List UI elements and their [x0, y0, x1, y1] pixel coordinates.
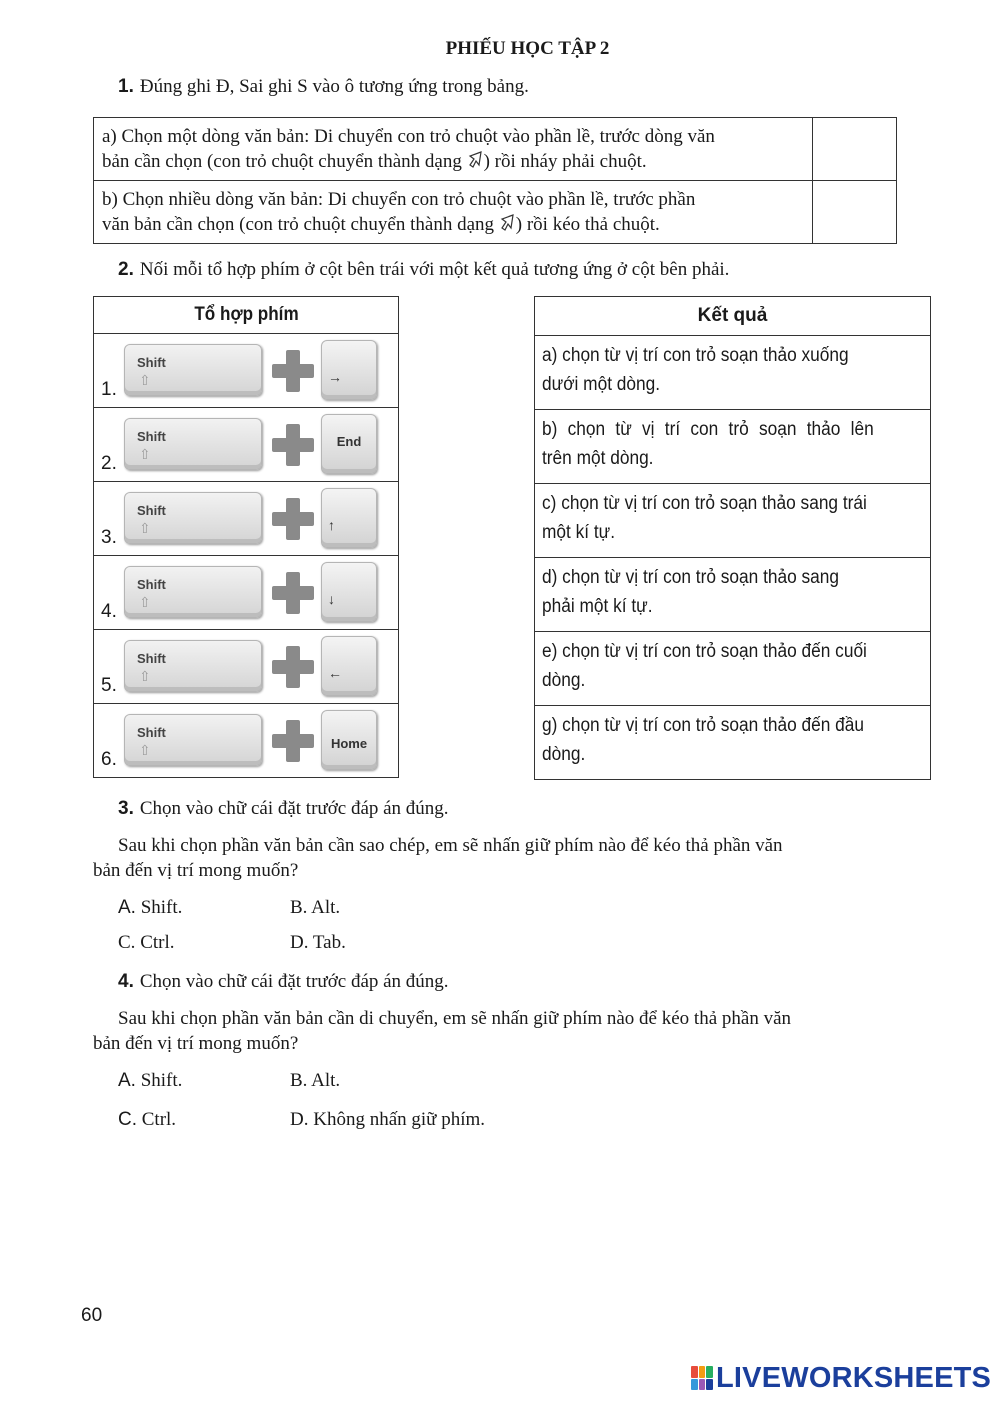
home-key — [321, 710, 377, 770]
shift-arrow-icon: ⇧ — [139, 744, 151, 759]
shift-key — [124, 566, 262, 618]
key-label: → — [328, 369, 342, 385]
left-arrow-key — [321, 636, 377, 696]
q1-number: 1. — [118, 76, 134, 97]
q3-question-line2: bản đến vị trí mong muốn? — [93, 860, 299, 881]
shift-arrow-icon: ⇧ — [139, 670, 151, 685]
end-key — [321, 414, 377, 474]
shift-arrow-icon: ⇧ — [139, 596, 151, 611]
result-e-line1: e) chọn từ vị trí con trỏ soạn thảo đến cuối — [542, 641, 867, 662]
shift-arrow-icon: ⇧ — [139, 374, 151, 389]
shift-key — [124, 492, 262, 544]
q1-prompt-text: Đúng ghi Đ, Sai ghi S vào ô tương ứng trong bảng. — [139, 76, 529, 97]
q1-a-line2-before: bản cần chọn (con trỏ chuột chuyển thành dạng — [102, 151, 467, 172]
mouse-cursor-icon — [499, 214, 516, 233]
result-c-line1: c) chọn từ vị trí con trỏ soạn thảo sang trái — [542, 493, 867, 514]
q3-question — [93, 833, 913, 883]
result-b-line2: trên một dòng. — [542, 448, 654, 469]
q1-row-b — [94, 181, 897, 244]
result-a-line1: a) chọn từ vị trí con trỏ soạn thảo xuống — [542, 345, 849, 366]
right-arrow-key — [321, 340, 377, 400]
plus-icon — [272, 572, 314, 614]
option-letter: D. — [290, 1109, 309, 1130]
option-letter: C. — [118, 1109, 137, 1130]
liveworksheets-logo[interactable] — [691, 1363, 991, 1393]
q3-prompt — [118, 798, 449, 820]
key-combo-row-3[interactable] — [94, 482, 399, 556]
shift-key-label: Shift — [137, 577, 166, 592]
result-c-line2: một kí tự. — [542, 522, 616, 543]
shift-key-label: Shift — [137, 503, 166, 518]
result-e[interactable] — [535, 632, 931, 706]
option-text: Shift. — [135, 897, 183, 918]
result-b-line1: b) chọn từ vị trí con trỏ soạn thảo lên — [542, 419, 874, 440]
q3-option-b[interactable] — [290, 897, 340, 919]
logo-square — [706, 1379, 713, 1391]
result-d-line1: d) chọn từ vị trí con trỏ soạn thảo sang — [542, 567, 840, 588]
q3-prompt-text: Chọn vào chữ cái đặt trước đáp án đúng. — [139, 798, 449, 819]
page-number: 60 — [81, 1305, 103, 1326]
shift-key — [124, 714, 262, 766]
results-header: Kết quả — [535, 297, 931, 336]
q4-prompt-text: Chọn vào chữ cái đặt trước đáp án đúng. — [139, 971, 449, 992]
option-letter: B. — [290, 897, 308, 918]
key-combo-row-6[interactable] — [94, 704, 399, 778]
logo-square — [691, 1366, 698, 1378]
combo-number: 5. — [101, 675, 117, 696]
q1-answer-box-b[interactable] — [813, 181, 897, 244]
q1-table — [93, 117, 897, 244]
q3-number: 3. — [118, 798, 134, 819]
q4-option-c[interactable] — [118, 1109, 176, 1131]
key-combo-table — [93, 296, 399, 778]
logo-square — [706, 1366, 713, 1378]
option-letter: D. — [290, 932, 309, 953]
q1-prompt — [118, 76, 529, 98]
option-letter: C. — [118, 932, 136, 953]
result-d-line2: phải một kí tự. — [542, 596, 653, 617]
combo-number: 3. — [101, 527, 117, 548]
key-label: ↓ — [328, 591, 335, 607]
q1-answer-box-a[interactable] — [813, 118, 897, 181]
q2-number: 2. — [118, 259, 134, 280]
key-combo-header: Tổ hợp phím — [109, 297, 384, 334]
q3-question-line1: Sau khi chọn phần văn bản cần sao chép, em sẽ nhấn giữ phím nào để kéo thả phần văn — [118, 835, 783, 856]
q1-statement-b — [94, 181, 813, 244]
q2-prompt-text: Nối mỗi tổ hợp phím ở cột bên trái với một kết quả tương ứng ở cột bên phải. — [139, 259, 730, 280]
q4-question — [93, 1006, 923, 1056]
result-g-line1: g) chọn từ vị trí con trỏ soạn thảo đến đầu — [542, 715, 865, 736]
option-text: Shift. — [135, 1070, 183, 1091]
option-text: Không nhấn giữ phím. — [308, 1109, 486, 1130]
logo-square — [699, 1379, 706, 1391]
key-combo-row-4[interactable] — [94, 556, 399, 630]
option-text: Tab. — [308, 932, 346, 953]
q2-prompt — [118, 259, 729, 281]
q1-b-line2-before: văn bản cần chọn (con trỏ chuột chuyển thành dạng — [102, 214, 499, 235]
result-c[interactable] — [535, 484, 931, 558]
option-text: Alt. — [307, 1070, 341, 1091]
combo-number: 4. — [101, 601, 117, 622]
combo-number: 2. — [101, 453, 117, 474]
combo-number: 6. — [101, 749, 117, 770]
plus-icon — [272, 424, 314, 466]
key-label: Home — [330, 736, 368, 751]
q4-question-line1: Sau khi chọn phần văn bản cần di chuyển, em sẽ nhấn giữ phím nào để kéo thả phần văn — [118, 1008, 792, 1029]
q1-a-line1: a) Chọn một dòng văn bản: Di chuyển con trỏ chuột vào phần lề, trước dòng văn — [102, 126, 715, 147]
q3-option-a[interactable] — [118, 897, 182, 919]
down-arrow-key — [321, 562, 377, 622]
shift-key — [124, 640, 262, 692]
plus-icon — [272, 498, 314, 540]
page-title: PHIẾU HỌC TẬP 2 — [445, 38, 610, 59]
result-b[interactable] — [535, 410, 931, 484]
shift-key-label: Shift — [137, 429, 166, 444]
q1-b-line2-after: ) rồi kéo thả chuột. — [515, 214, 660, 235]
plus-icon — [272, 646, 314, 688]
key-combo-row-5[interactable] — [94, 630, 399, 704]
shift-key — [124, 344, 262, 396]
combo-number: 1. — [101, 379, 117, 400]
result-a-line2: dưới một dòng. — [542, 374, 661, 395]
key-label: ↑ — [328, 517, 335, 533]
mouse-cursor-icon — [467, 151, 484, 170]
key-label: ← — [328, 665, 342, 681]
shift-key-label: Shift — [137, 355, 166, 370]
logo-text: LIVEWORKSHEETS — [716, 1361, 992, 1394]
plus-icon — [272, 350, 314, 392]
q1-statement-a — [94, 118, 813, 181]
result-d[interactable] — [535, 558, 931, 632]
up-arrow-key — [321, 488, 377, 548]
shift-key — [124, 418, 262, 470]
result-e-line2: dòng. — [542, 670, 586, 691]
option-text: Alt. — [307, 897, 341, 918]
q1-row-a — [94, 118, 897, 181]
q4-prompt — [118, 971, 449, 993]
key-combo-row-1[interactable] — [94, 334, 399, 408]
shift-arrow-icon: ⇧ — [139, 448, 151, 463]
option-letter: A. — [118, 897, 136, 918]
result-g-line2: dòng. — [542, 744, 586, 765]
q4-option-b[interactable] — [290, 1070, 340, 1092]
logo-mark-icon — [691, 1366, 713, 1390]
option-letter: B. — [290, 1070, 308, 1091]
result-a[interactable] — [535, 336, 931, 410]
option-text: Ctrl. — [135, 932, 175, 953]
shift-key-label: Shift — [137, 725, 166, 740]
key-label: End — [336, 434, 362, 449]
option-letter: A. — [118, 1070, 136, 1091]
q1-b-line1: b) Chọn nhiều dòng văn bản: Di chuyển con trỏ chuột vào phần lề, trước phần — [102, 189, 696, 210]
q3-option-c[interactable] — [118, 932, 175, 954]
q1-a-line2-after: ) rồi nháy phải chuột. — [483, 151, 647, 172]
q4-option-d[interactable] — [290, 1109, 485, 1131]
key-combo-row-2[interactable] — [94, 408, 399, 482]
q4-option-a[interactable] — [118, 1070, 182, 1092]
logo-square — [691, 1379, 698, 1391]
results-table — [534, 296, 931, 780]
q4-question-line2: bản đến vị trí mong muốn? — [93, 1033, 299, 1054]
q3-option-d[interactable] — [290, 932, 346, 954]
shift-key-label: Shift — [137, 651, 166, 666]
q4-number: 4. — [118, 971, 134, 992]
option-text: Ctrl. — [137, 1109, 177, 1130]
shift-arrow-icon: ⇧ — [139, 522, 151, 537]
logo-square — [699, 1366, 706, 1378]
result-g[interactable] — [535, 706, 931, 780]
plus-icon — [272, 720, 314, 762]
